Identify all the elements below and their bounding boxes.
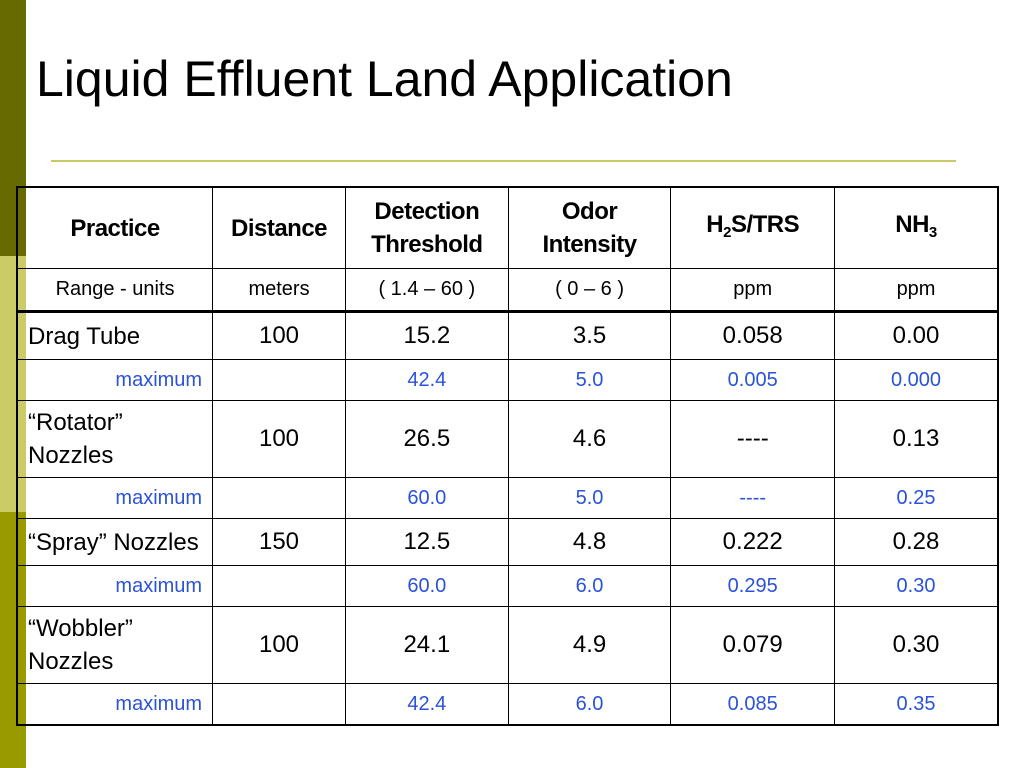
header-row [17,187,998,269]
header-h2s-post: S/TRS [730,210,800,238]
units-cell: ( 0 – 6 ) [508,269,671,312]
value-cell: 100 [213,312,346,360]
value-cell: 4.9 [508,607,671,684]
value-cell: 4.8 [508,519,671,566]
table-row-spray [17,519,998,566]
header-distance: Distance [213,187,346,269]
max-cell: 60.0 [345,478,508,519]
table-row-drag-tube-maximum [17,360,998,401]
units-cell: Range - units [17,269,213,312]
value-cell: 26.5 [345,401,508,478]
header-practice: Practice [17,187,213,269]
value-cell: 4.6 [508,401,671,478]
max-cell: 0.295 [671,566,835,607]
max-cell: 0.35 [835,684,998,726]
max-cell: 5.0 [508,478,671,519]
value-cell: 0.222 [671,519,835,566]
value-cell: 24.1 [345,607,508,684]
practice-line2: Nozzles [28,648,114,675]
practice-line2: Nozzles [28,442,114,469]
header-odor-line2: Intensity [542,231,637,258]
header-odor-line1: Odor [561,198,618,225]
max-cell [213,566,346,607]
max-cell: 6.0 [508,684,671,726]
value-cell: 0.13 [835,401,998,478]
value-cell: 100 [213,401,346,478]
practice-line1: “Rotator” [28,409,123,436]
units-cell: ( 1.4 – 60 ) [345,269,508,312]
practice-cell [17,607,213,684]
max-cell: 42.4 [345,684,508,726]
maximum-label: maximum [17,478,213,519]
maximum-label: maximum [17,360,213,401]
max-cell: 0.005 [671,360,835,401]
max-cell: 60.0 [345,566,508,607]
table-row-rotator [17,401,998,478]
max-cell: 0.25 [835,478,998,519]
units-cell: meters [213,269,346,312]
value-cell: 0.30 [835,607,998,684]
practice-line1: “Wobbler” [28,615,133,642]
table-row-drag-tube [17,312,998,360]
value-cell: ---- [671,401,835,478]
max-cell: 5.0 [508,360,671,401]
max-cell [213,360,346,401]
header-odor-intensity [508,187,671,269]
table-row-wobbler-maximum [17,684,998,726]
header-detection-threshold [345,187,508,269]
units-cell: ppm [835,269,998,312]
table-row-spray-maximum [17,566,998,607]
units-cell: ppm [671,269,835,312]
max-cell [213,478,346,519]
value-cell: 100 [213,607,346,684]
maximum-label: maximum [17,566,213,607]
practice-cell: “Spray” Nozzles [17,519,213,566]
table-row-wobbler [17,607,998,684]
max-cell: 42.4 [345,360,508,401]
value-cell: 0.058 [671,312,835,360]
effluent-table [16,186,999,726]
units-row [17,269,998,312]
header-nh3-pre: NH [895,210,929,238]
header-detection-line2: Threshold [371,231,483,258]
value-cell: 12.5 [345,519,508,566]
value-cell: 3.5 [508,312,671,360]
max-cell: 0.085 [671,684,835,726]
header-h2s-sub: 2 [723,223,731,241]
max-cell: ---- [671,478,835,519]
header-h2s-pre: H [706,210,724,238]
value-cell: 15.2 [345,312,508,360]
header-h2s-trs [671,187,835,269]
practice-cell: Drag Tube [17,312,213,360]
header-detection-line1: Detection [374,198,480,225]
value-cell: 150 [213,519,346,566]
practice-cell [17,401,213,478]
title-underline [51,160,956,162]
max-cell: 6.0 [508,566,671,607]
value-cell: 0.079 [671,607,835,684]
slide-title: Liquid Effluent Land Application [36,51,733,107]
max-cell: 0.30 [835,566,998,607]
max-cell [213,684,346,726]
table-row-rotator-maximum [17,478,998,519]
value-cell: 0.28 [835,519,998,566]
header-nh3-sub: 3 [928,223,937,241]
max-cell: 0.000 [835,360,998,401]
maximum-label: maximum [17,684,213,726]
header-nh3 [835,187,998,269]
value-cell: 0.00 [835,312,998,360]
